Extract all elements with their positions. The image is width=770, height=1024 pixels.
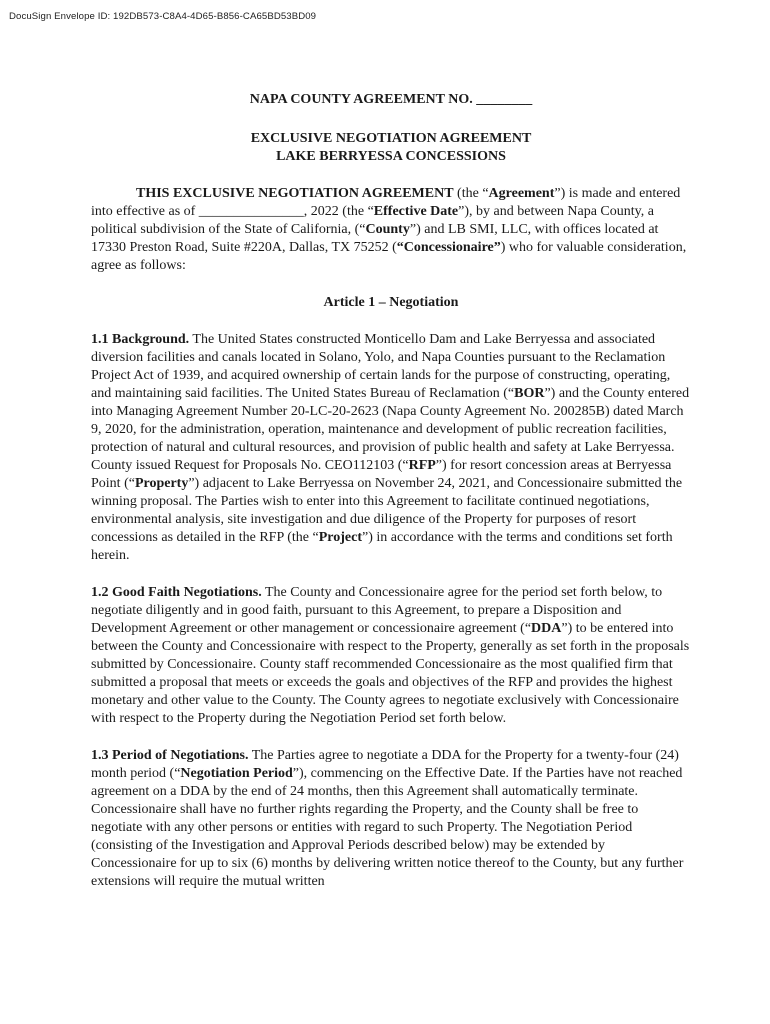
term-project: Project bbox=[318, 530, 362, 545]
term-negotiation-period: Negotiation Period bbox=[180, 766, 293, 781]
intro-text-5: ) who for valuable consideration, agree as follows: bbox=[91, 240, 687, 273]
section-1-3-text-1: The Parties agree to negotiate a DDA for the Property for a twenty-four (24) month period (“ bbox=[91, 748, 679, 781]
intro-text-2: ”) is made and entered into effective as of _______________, 2022 (the “ bbox=[91, 186, 681, 219]
intro-text-1: (the “ bbox=[453, 186, 489, 201]
term-concessionaire: “Concessionaire” bbox=[396, 240, 501, 255]
term-effective-date: Effective Date bbox=[373, 204, 459, 219]
term-agreement: Agreement bbox=[488, 186, 555, 201]
section-1-1-heading: 1.1 Background. bbox=[91, 332, 190, 347]
agreement-number-heading: NAPA COUNTY AGREEMENT NO. ________ bbox=[249, 92, 533, 107]
section-1-3 bbox=[91, 747, 691, 891]
intro-paragraph bbox=[91, 185, 691, 275]
term-dda: DDA bbox=[531, 621, 562, 636]
section-1-1-text-4: ”) adjacent to Lake Berryessa on November 24, 2021, and Concessionaire submitted the winning proposal. The Parties wish to enter into this Agreement to facilitate continued negotiations, environmental analysis, site investigation and due diligence of the Property for purposes of resort concessions as detailed in the RFP (the “ bbox=[91, 476, 683, 545]
section-1-3-text-2: ”), commencing on the Effective Date. If the Parties have not reached agreement on a DDA by the end of 24 months, then this Agreement shall automatically terminate. Concessionaire shall have no further rights regarding the Property, and the County shall be free to negotiate with any other persons or entities with regard to such Property. The Negotiation Period (consisting of the Investigation and Approval Periods described below) may be extended by Concessionaire for up to six (6) months by delivering written notice thereof to the County, but any further extensions will require the mutual written bbox=[91, 766, 684, 889]
term-rfp: RFP bbox=[408, 458, 436, 473]
section-1-1-text-3: ”) for resort concession areas at Berryessa Point (“ bbox=[91, 458, 672, 491]
agreement-title bbox=[91, 130, 691, 166]
section-1-1-text-1: The United States constructed Monticello Dam and Lake Berryessa and associated diversion facilities and canals located in Solano, Yolo, and Napa Counties pursuant to the Reclamation Project Act of 1939, and acquired ownership of certain lands for the purpose of constructing, operating, and maintaining said facilities. The United States Bureau of Reclamation (“ bbox=[91, 332, 671, 401]
article-1-heading: Article 1 – Negotiation bbox=[323, 295, 459, 310]
section-1-2-heading: 1.2 Good Faith Negotiations. bbox=[91, 585, 262, 600]
section-1-3-heading: 1.3 Period of Negotiations. bbox=[91, 748, 249, 763]
intro-lead: THIS EXCLUSIVE NEGOTIATION AGREEMENT bbox=[136, 186, 454, 201]
title-line-1: EXCLUSIVE NEGOTIATION AGREEMENT bbox=[250, 131, 532, 146]
docusign-envelope-id: DocuSign Envelope ID: 192DB573-C8A4-4D65-B856-CA65BD53BD09 bbox=[9, 11, 317, 22]
section-1-2-text-1: The County and Concessionaire agree for the period set forth below, to negotiate diligently and in good faith, pursuant to this Agreement, to prepare a Disposition and Development Agreement or other management or concessionaire agreement (“ bbox=[91, 585, 663, 636]
intro-text-3: ”), by and between Napa County, a political subdivision of the State of California, (“ bbox=[91, 204, 654, 237]
section-1-2 bbox=[91, 584, 691, 728]
intro-text-4: ”) and LB SMI, LLC, with offices located at 17330 Preston Road, Suite #220A, Dallas, TX 75252 ( bbox=[91, 222, 659, 255]
agreement-page bbox=[91, 91, 691, 910]
section-1-1 bbox=[91, 331, 691, 565]
section-1-2-text-2: ”) to be entered into between the County and Concessionaire with respect to the Property, generally as set forth in the proposals submitted by Concessionaire. County staff recommended Concessionaire as the most qualified firm that submitted a proposal that meets or exceeds the goals and objectives of the RFP and provides the highest monetary and other value to the County. The County agrees to negotiate exclusively with Concessionaire with respect to the Property during the Negotiation Period set forth below. bbox=[91, 621, 690, 726]
title-line-2: LAKE BERRYESSA CONCESSIONS bbox=[276, 149, 506, 164]
section-1-1-text-5: ”) in accordance with the terms and conditions set forth herein. bbox=[91, 530, 673, 563]
section-1-1-text-2: ”) and the County entered into Managing Agreement Number 20-LC-20-2623 (Napa County Agreement No. 200285B) dated March 9, 2020, for the administration, operation, maintenance and development of public recreation facilities, protection of natural and cultural resources, and provision of public health and safety at Lake Berryessa. County issued Request for Proposals No. CEO112103 (“ bbox=[91, 386, 690, 473]
term-county: County bbox=[365, 222, 410, 237]
term-property: Property bbox=[134, 476, 189, 491]
term-bor: BOR bbox=[514, 386, 545, 401]
